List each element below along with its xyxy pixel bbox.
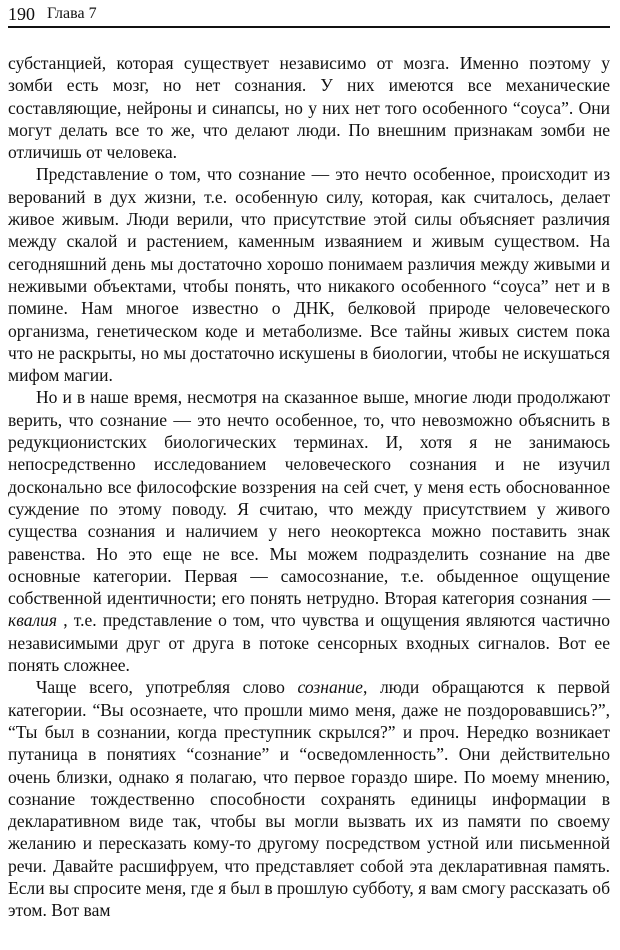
page-number: 190 bbox=[8, 3, 35, 24]
body-text bbox=[8, 52, 610, 922]
paragraph-3-text-start: Но и в наше время, несмотря на сказанное выше, многие люди продолжают верить, что сознание — это нечто особенное, то, что невозможно объяснить в редукционистских биологических терминах. И, хотя я не занимаюсь непосредственно исследованием человеческого сознания и не изучил досконально все философские воззрения на сей счет, у меня есть обоснованное суждение по этому поводу. Я считаю, что между присутствием у живого существа сознания и наличием у него неокортекса можно поставить знак равенства. Но это еще не все. Мы можем подразделить сознание на две основные категории. Первая — самосознание, т.е. обыденное ощущение собственной идентичности; его понять нетрудно. Вторая категория сознания — bbox=[8, 387, 610, 609]
paragraph-1: субстанцией, которая существует независимо от мозга. Именно поэтому у зомби есть мозг, но нет сознания. У них имеются все механические составляющие, нейроны и синапсы, но у них нет того особенного “соуса”. Они могут делать все то же, что делают люди. По внешним признакам зомби не отличишь от человека. bbox=[8, 53, 610, 163]
paragraph-4-text-end: , люди обращаются к первой категории. “Вы осознаете, что прошли мимо меня, даже не поздоровавшись?”, “Ты был в сознании, когда преступник скрылся?” и проч. Нередко возникает путаница в понятиях “сознание” и “осведомленность”. Они действительно очень близки, однако я полагаю, что первое гораздо шире. По моему мнению, сознание тождественно способности сохранять единицы информации в декларативном виде так, чтобы вы могли вызвать их из памяти по своему желанию и пересказать кому-то другому посредством устной или письменной речи. Давайте расшифруем, что представляет собой эта декларативная память. Если вы спросите меня, где я был в прошлую субботу, я вам смогу рассказать об этом. Вот вам bbox=[8, 677, 610, 921]
paragraph-2: Представление о том, что сознание — это нечто особенное, происходит из верований в дух жизни, т.е. особенную силу, которая, как считалось, делает живое живым. Люди верили, что присутствие этой силы объясняет различия между скалой и растением, каменным изваянием и живым существом. На сегодняшний день мы достаточно хорошо понимаем различия между живыми и неживыми объектами, чтобы понять, что никакого особенного “соуса” нет и в помине. Нам многое известно о ДНК, белковой природе человеческого организма, генетическом коде и метаболизме. Все тайны живых систем пока что не раскрыты, но мы достаточно искушены в биологии, чтобы не искушаться мифом магии. bbox=[8, 164, 610, 386]
running-header bbox=[8, 2, 610, 28]
italic-term-qualia: квалия bbox=[8, 610, 58, 631]
paragraph-4 bbox=[8, 676, 610, 921]
paragraph-3 bbox=[8, 386, 610, 676]
chapter-title: Глава 7 bbox=[47, 5, 97, 22]
paragraph-4-text-start: Чаще всего, употребляя слово bbox=[36, 677, 298, 698]
italic-term-consciousness: сознание bbox=[297, 677, 363, 698]
paragraph-3-text-end: , т.е. представление о том, что чувства и ощущения являются частично независимыми друг от друга в потоке сенсорных входных сигналов. Вот ее понять сложнее. bbox=[8, 610, 610, 676]
